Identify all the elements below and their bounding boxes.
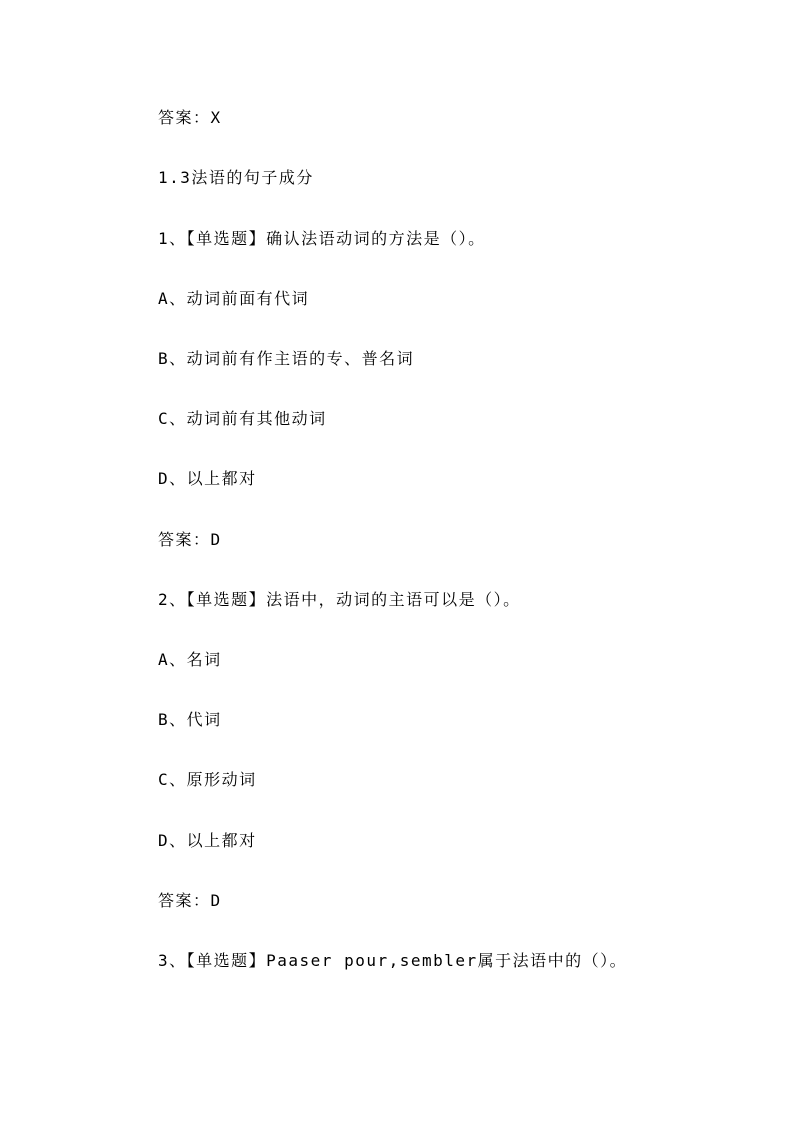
answer-line: 答案：D (158, 530, 222, 549)
option-d: D、以上都对 (158, 831, 257, 850)
answer-line: 答案：X (158, 108, 222, 127)
option-a: A、动词前面有代词 (158, 289, 310, 308)
section-heading: 1.3法语的句子成分 (158, 168, 314, 187)
option-d: D、以上都对 (158, 469, 257, 488)
question-1: 1、【单选题】确认法语动词的方法是（）。 (158, 229, 486, 248)
option-c: C、原形动词 (158, 770, 257, 789)
option-a: A、名词 (158, 650, 222, 669)
answer-line: 答案：D (158, 891, 222, 910)
option-b: B、代词 (158, 710, 222, 729)
option-b: B、动词前有作主语的专、普名词 (158, 349, 415, 368)
option-c: C、动词前有其他动词 (158, 409, 327, 428)
question-3: 3、【单选题】Paaser pour,sembler属于法语中的（）。 (158, 951, 628, 970)
question-2: 2、【单选题】法语中，动词的主语可以是（）。 (158, 590, 521, 609)
